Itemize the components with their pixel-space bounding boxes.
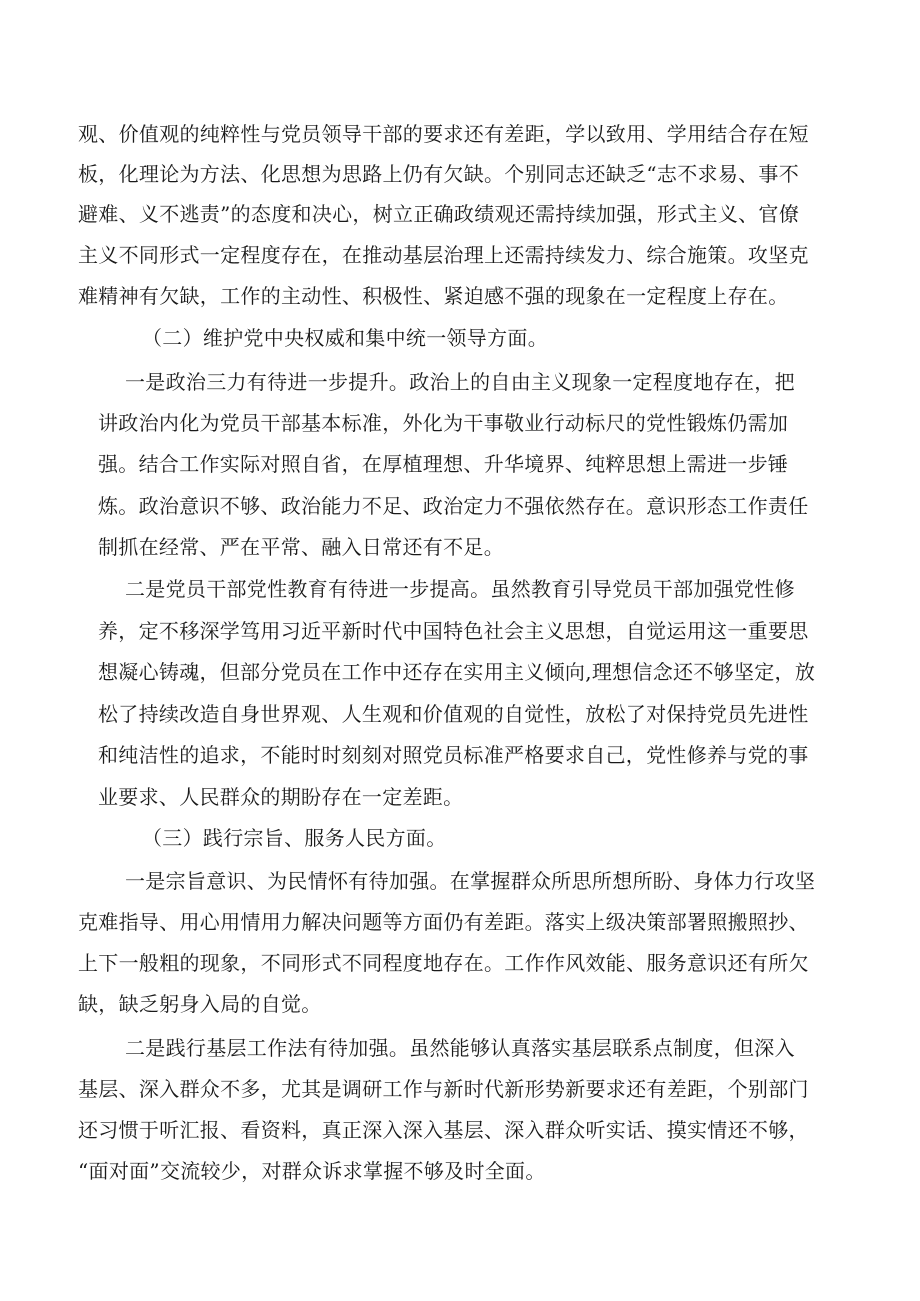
section-heading: （三）践行宗旨、服务人民方面。 — [142, 826, 447, 850]
text-line: 还习惯于听汇报、看资料，真正深入深入基层、深入群众听实话、摸实情还不够， — [78, 1118, 809, 1142]
text-line: 避难、义不逃责”的态度和决心，树立正确政绩观还需持续加强，形式主义、官僚 — [78, 202, 800, 226]
text-line: 难精神有欠缺，工作的主动性、积极性、紧迫感不强的现象在一定程度上存在。 — [78, 284, 789, 308]
text-line: 一是政治三力有待进一步提升。政治上的自由主义现象一定程度地存在，把 — [125, 370, 795, 394]
text-line: 养，定不移深学笃用习近平新时代中国特色社会主义思想，自觉运用这一重要思 — [98, 619, 809, 643]
text-line: 一是宗旨意识、为民情怀有待加强。在掌握群众所思所想所盼、身体力行攻坚 — [125, 869, 816, 893]
text-line: 讲政治内化为党员干部基本标准，外化为干事敬业行动标尺的党性锻炼仍需加 — [98, 411, 789, 435]
text-line: 缺，缺乏躬身入局的自觉。 — [78, 992, 322, 1016]
text-line: 炼。政治意识不够、政治能力不足、政治定力不强依然存在。意识形态工作责任 — [98, 494, 809, 518]
text-line: 业要求、人民群众的期盼存在一定差距。 — [98, 785, 464, 809]
text-line: 主义不同形式一定程度存在，在推动基层治理上还需持续发力、综合施策。攻坚克 — [78, 243, 809, 267]
text-line: 想凝心铸魂，但部分党员在工作中还存在实用主义倾向,理想信念还不够坚定，放 — [98, 660, 816, 684]
text-line: 制抓在经常、严在平常、融入日常还有不足。 — [98, 535, 504, 559]
text-line: 克难指导、用心用情用力解决问题等方面仍有差距。落实上级决策部署照搬照抄、 — [78, 910, 809, 934]
text-line: 松了持续改造自身世界观、人生观和价值观的自觉性，放松了对保持党员先进性 — [98, 702, 809, 726]
text-line: 和纯洁性的追求，不能时时刻刻对照党员标准严格要求自己，党性修养与党的事 — [98, 743, 809, 767]
text-line: 上下一般粗的现象，不同形式不同程度地存在。工作作风效能、服务意识还有所欠 — [78, 951, 809, 975]
text-line: 强。结合工作实际对照自省，在厚植理想、升华境界、纯粹思想上需进一步锤 — [98, 452, 789, 476]
text-line: 二是党员干部党性教育有待进一步提高。虽然教育引导党员干部加强党性修 — [125, 577, 795, 601]
text-line: 基层、深入群众不多，尤其是调研工作与新时代新形势新要求还有差距，个别部门 — [78, 1077, 809, 1101]
text-line: 二是践行基层工作法有待加强。虽然能够认真落实基层联系点制度，但深入 — [125, 1036, 795, 1060]
text-line: 观、价值观的纯粹性与党员领导干部的要求还有差距，学以致用、学用结合存在短 — [78, 122, 809, 146]
text-line: “面对面”交流较少，对群众诉求掌握不够及时全面。 — [78, 1159, 546, 1183]
text-line: 板，化理论为方法、化思想为思路上仍有欠缺。个别同志还缺乏“志不求易、事不 — [78, 162, 800, 186]
section-heading: （二）维护党中央权威和集中统一领导方面。 — [142, 326, 548, 350]
